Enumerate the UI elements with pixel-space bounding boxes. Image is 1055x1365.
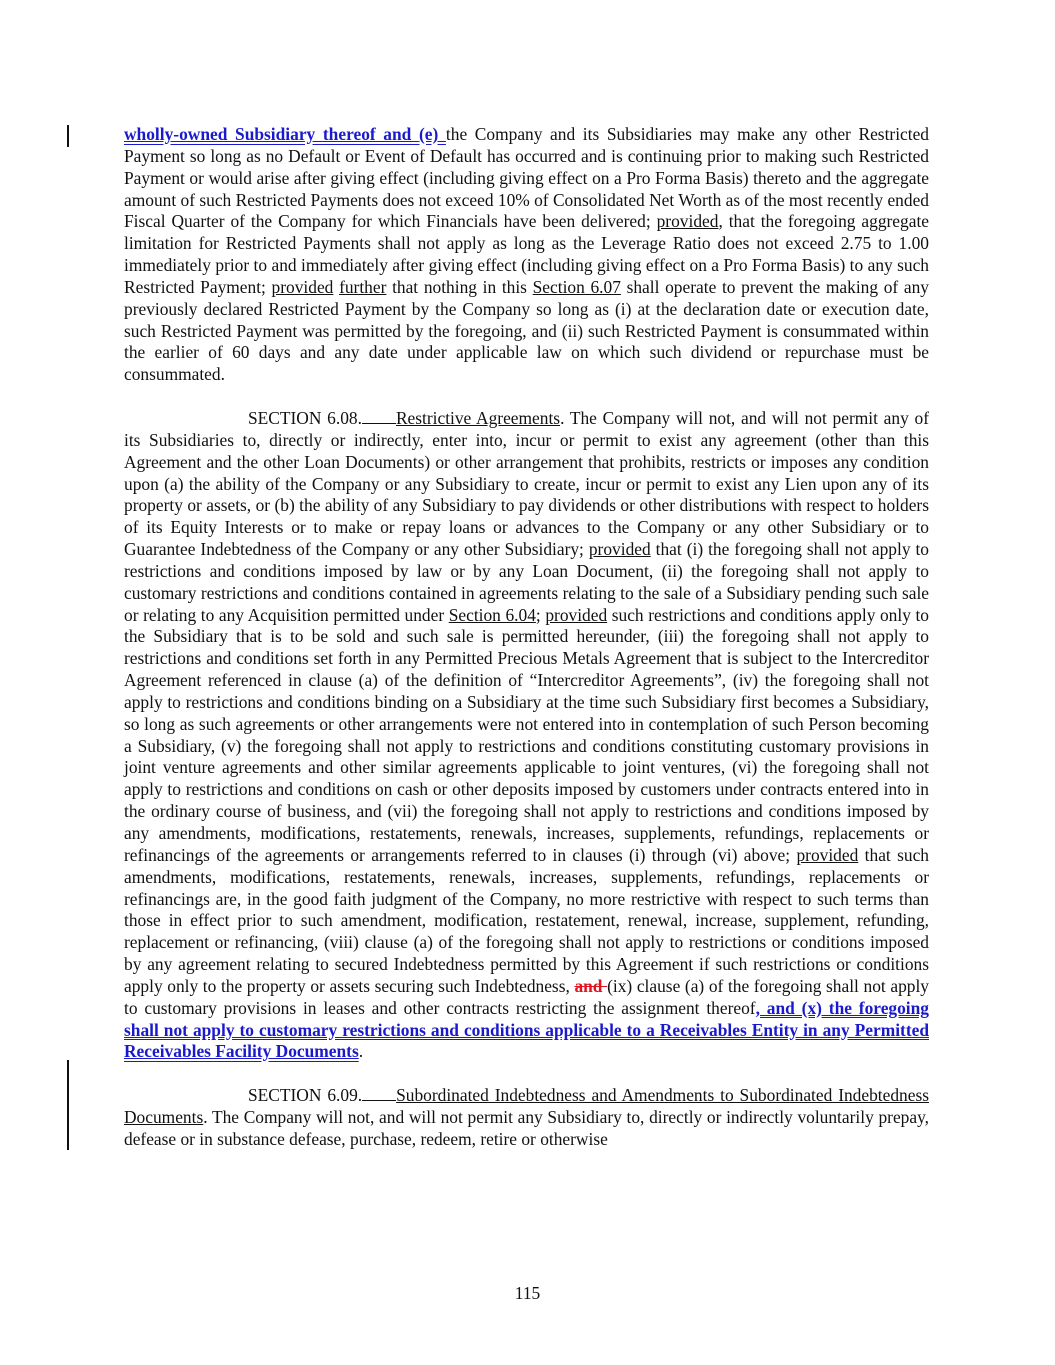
heading-gap [362,1099,396,1101]
inserted-text: wholly-owned Subsidiary thereof and (e) [124,124,446,144]
paragraph-text: that (i) the foregoing shall not apply to restrictions and conditions imposed by law or by any Loan Document, (ii) the foregoing shall not apply to customary restrictions and conditions contained in agreements relating to the sale of a Subsidiary pending such sale or relating to any Acquisition permitted under [124,539,930,625]
paragraph-text: (ix) clause (a) of the foregoing shall not apply to customary provisions in leases and other contracts restricting the assignment thereof [124,975,929,1018]
section-number: SECTION 6.09. [248,1085,363,1106]
change-bar-bottom [67,1060,69,1150]
inserted-text: , and (x) the foregoing shall not apply to customary restrictions and conditions applicable to a Receivables Entity in any Permitted Receivables Facility Documents [124,997,930,1062]
underlined-term: provided [271,276,334,297]
paragraph-text: . The Company will not, and will not permit any of its Subsidiaries to, directly or indirectly, enter into, incur or permit to exist any agreement (other than this Agreement and the other Loan Documents) or other arrangement that prohibits, restricts or imposes any condition upon (a) the ability of the Company or any Subsidiary to create, incur or permit to exist any Lien upon any of its property or assets, or (b) the ability of any Subsidiary to pay dividends or other distributions with respect to holders of its Equity Interests or to make or repay loans or advances to the Company or any other Subsidiary or to Guarantee Indebtedness of the Company or any other Subsidiary; [124,407,929,560]
deleted-text: and [574,975,608,996]
page-number: 115 [514,1283,541,1303]
change-bar-top [67,125,69,147]
section-number: SECTION 6.08. [248,407,362,428]
paragraph-text: shall operate to prevent the making of any previously declared Restricted Payment by the Company so long as (i) at the declaration date or execution date, such Restricted Payment was permitted by the foregoing, and (ii) such Restricted Payment is consummated within the earlier of 60 days and any date under applicable law on which such dividend or repurchase must be consummated. [124,276,929,385]
section-reference: Section 6.07 [532,276,621,297]
paragraph-restricted-payments [124,124,929,386]
paragraph-text: , that the foregoing aggregate limitation for Restricted Payments shall not apply as long as the Leverage Ratio does not exceed 2.75 to 1.00 immediately prior to and immediately after giving effect (including giving effect on a Pro Forma Basis) to any such Restricted Payment; [124,211,929,297]
underlined-term: further [339,276,387,297]
underlined-term: provided [545,604,608,625]
paragraph-text: that such amendments, modifications, restatements, renewals, increases, supplements, refundings, replacements or refinancings are, in the good faith judgment of the Company, no more restrictive with respect to such terms than those in effect prior to such amendment, modification, restatement, renewal, increase, supplement, refunding, replacement or refinancing, (viii) clause (a) of the foregoing shall not apply to restrictions or conditions imposed by any agreement relating to secured Indebtedness permitted by this Agreement if such restrictions or conditions apply only to the property or assets securing such Indebtedness, [124,844,929,996]
underlined-term: provided [656,211,719,232]
section-reference: Section 6.04 [448,604,536,625]
document-body [124,124,929,1151]
section-6-08 [124,408,929,1063]
paragraph-text: ; [535,604,546,625]
heading-gap [362,422,396,424]
section-title: Subordinated Indebtedness and Amendments to Subordinated Indebtedness Documents [124,1085,929,1127]
underlined-term: provided [588,539,651,560]
paragraph-text: . The Company will not, and will not permit any Subsidiary to, directly or indirectly voluntarily prepay, defease or in substance defease, purchase, redeem, retire or otherwise [124,1106,929,1149]
paragraph-text: the Company and its Subsidiaries may make any other Restricted Payment so long as no Default or Event of Default has occurred and is continuing prior to making such Restricted Payment or would arise after giving effect (including giving effect on a Pro Forma Basis) thereto and the aggregate amount of such Restricted Payments does not exceed 10% of Consolidated Net Worth as of the most recently ended Fiscal Quarter of the Company for which Financials have been delivered; [124,124,929,232]
underlined-term: provided [796,844,859,865]
paragraph-text: that nothing in this [386,276,533,297]
section-title: Restrictive Agreements [395,407,561,428]
section-6-09 [124,1085,929,1151]
paragraph-text: . [358,1041,364,1062]
paragraph-text: such restrictions and conditions apply only to the Subsidiary that is to be sold and such sale is permitted hereunder, (iii) the foregoing shall not apply to restrictions and conditions set forth in any Permitted Precious Metals Agreement that is subject to the Intercreditor Agreement referenced in clause (a) of the definition of “Intercreditor Agreements”, (iv) the foregoing shall not apply to restrictions and conditions binding on a Subsidiary at the time such Subsidiary first becomes a Subsidiary, so long as such agreements or other arrangements were not entered into in contemplation of such Person becoming a Subsidiary, (v) the foregoing shall not apply to restrictions and conditions constituting customary provisions in joint venture agreements and other similar agreements applicable to joint ventures, (vi) the foregoing shall not apply to restrictions and conditions on cash or other deposits imposed by customers under contracts entered into in the ordinary course of business, and (vii) the foregoing shall not apply to restrictions and conditions imposed by any amendments, modifications, restatements, renewals, increases, supplements, refundings, replacements or refinancings of the agreements or arrangements referred to in clauses (i) through (vi) above; [124,604,930,865]
